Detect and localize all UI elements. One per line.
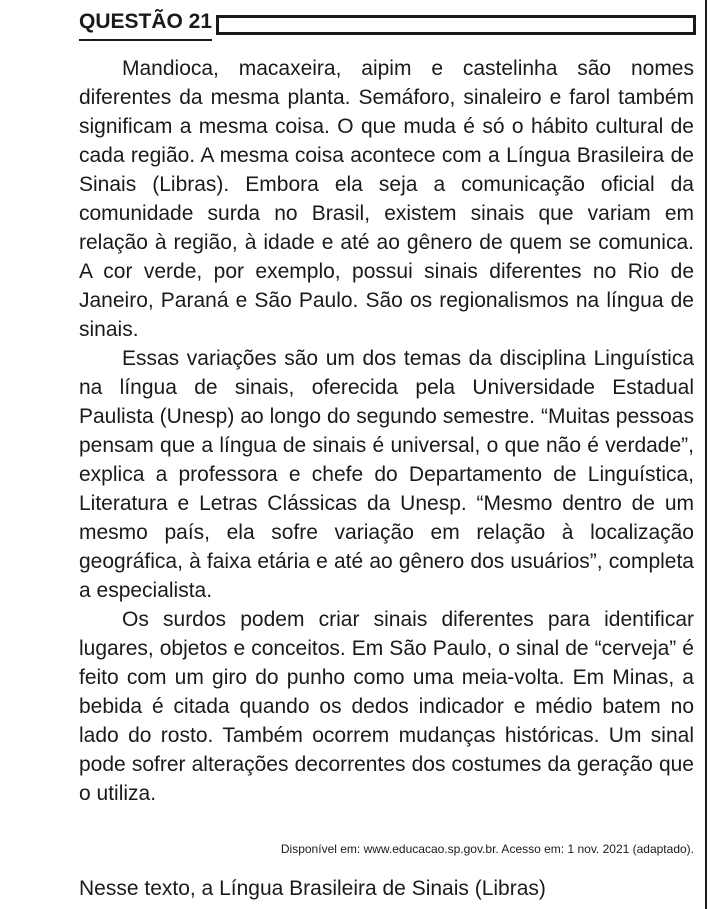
question-text — [79, 54, 694, 808]
text-paragraph-3: Os surdos podem criar sinais diferentes para identificar lugares, objetos e conceitos. Em São Paulo, o sinal de “cerveja” é feito com um giro do punho como uma meia-volta. Em Minas, a bebida é citada quando os dedos indicador e médio batem no lado do rosto. Também ocorrem mudanças históricas. Um sinal pode sofrer alterações decorrentes dos costumes da geração que o utiliza. — [79, 608, 694, 805]
header-box — [216, 15, 696, 35]
text-paragraph-1: Mandioca, macaxeira, aipim e castelinha são nomes diferentes da mesma planta. Semáforo, sinaleiro e farol também significam a mesma coisa. O que muda é só o hábito cultural de cada região. A mesma coisa acontece com a Língua Brasileira de Sinais (Libras). Embora ela seja a comunicação oficial da comunidade surda no Brasil, existem sinais que variam em relação à região, à idade e até ao gênero de quem se comunica. A cor verde, por exemplo, possui sinais diferentes no Rio de Janeiro, Paraná e São Paulo. São os regionalismos na língua de sinais. — [79, 57, 694, 341]
source-citation: Disponível em: www.educacao.sp.gov.br. Acesso em: 1 nov. 2021 (adaptado). — [280, 842, 694, 856]
question-stem: Nesse texto, a Língua Brasileira de Sinais (Libras) — [79, 877, 546, 900]
text-paragraph-2: Essas variações são um dos temas da disciplina Linguística na língua de sinais, oferecida pela Universidade Estadual Paulista (Unesp) ao longo do segundo semestre. “Muitas pessoas pensam que a língua de sinais é universal, o que não é verdade”, explica a professora e chefe do Departamento de Linguística, Literatura e Letras Clássicas da Unesp. “Mesmo dentro de um mesmo país, ela sofre variação em relação à localização geográfica, à faixa etária e até ao gênero dos usuários”, completa a especialista. — [79, 347, 694, 602]
column-divider — [705, 0, 707, 909]
question-header — [79, 9, 696, 39]
question-title: QUESTÃO 21 — [79, 7, 212, 41]
